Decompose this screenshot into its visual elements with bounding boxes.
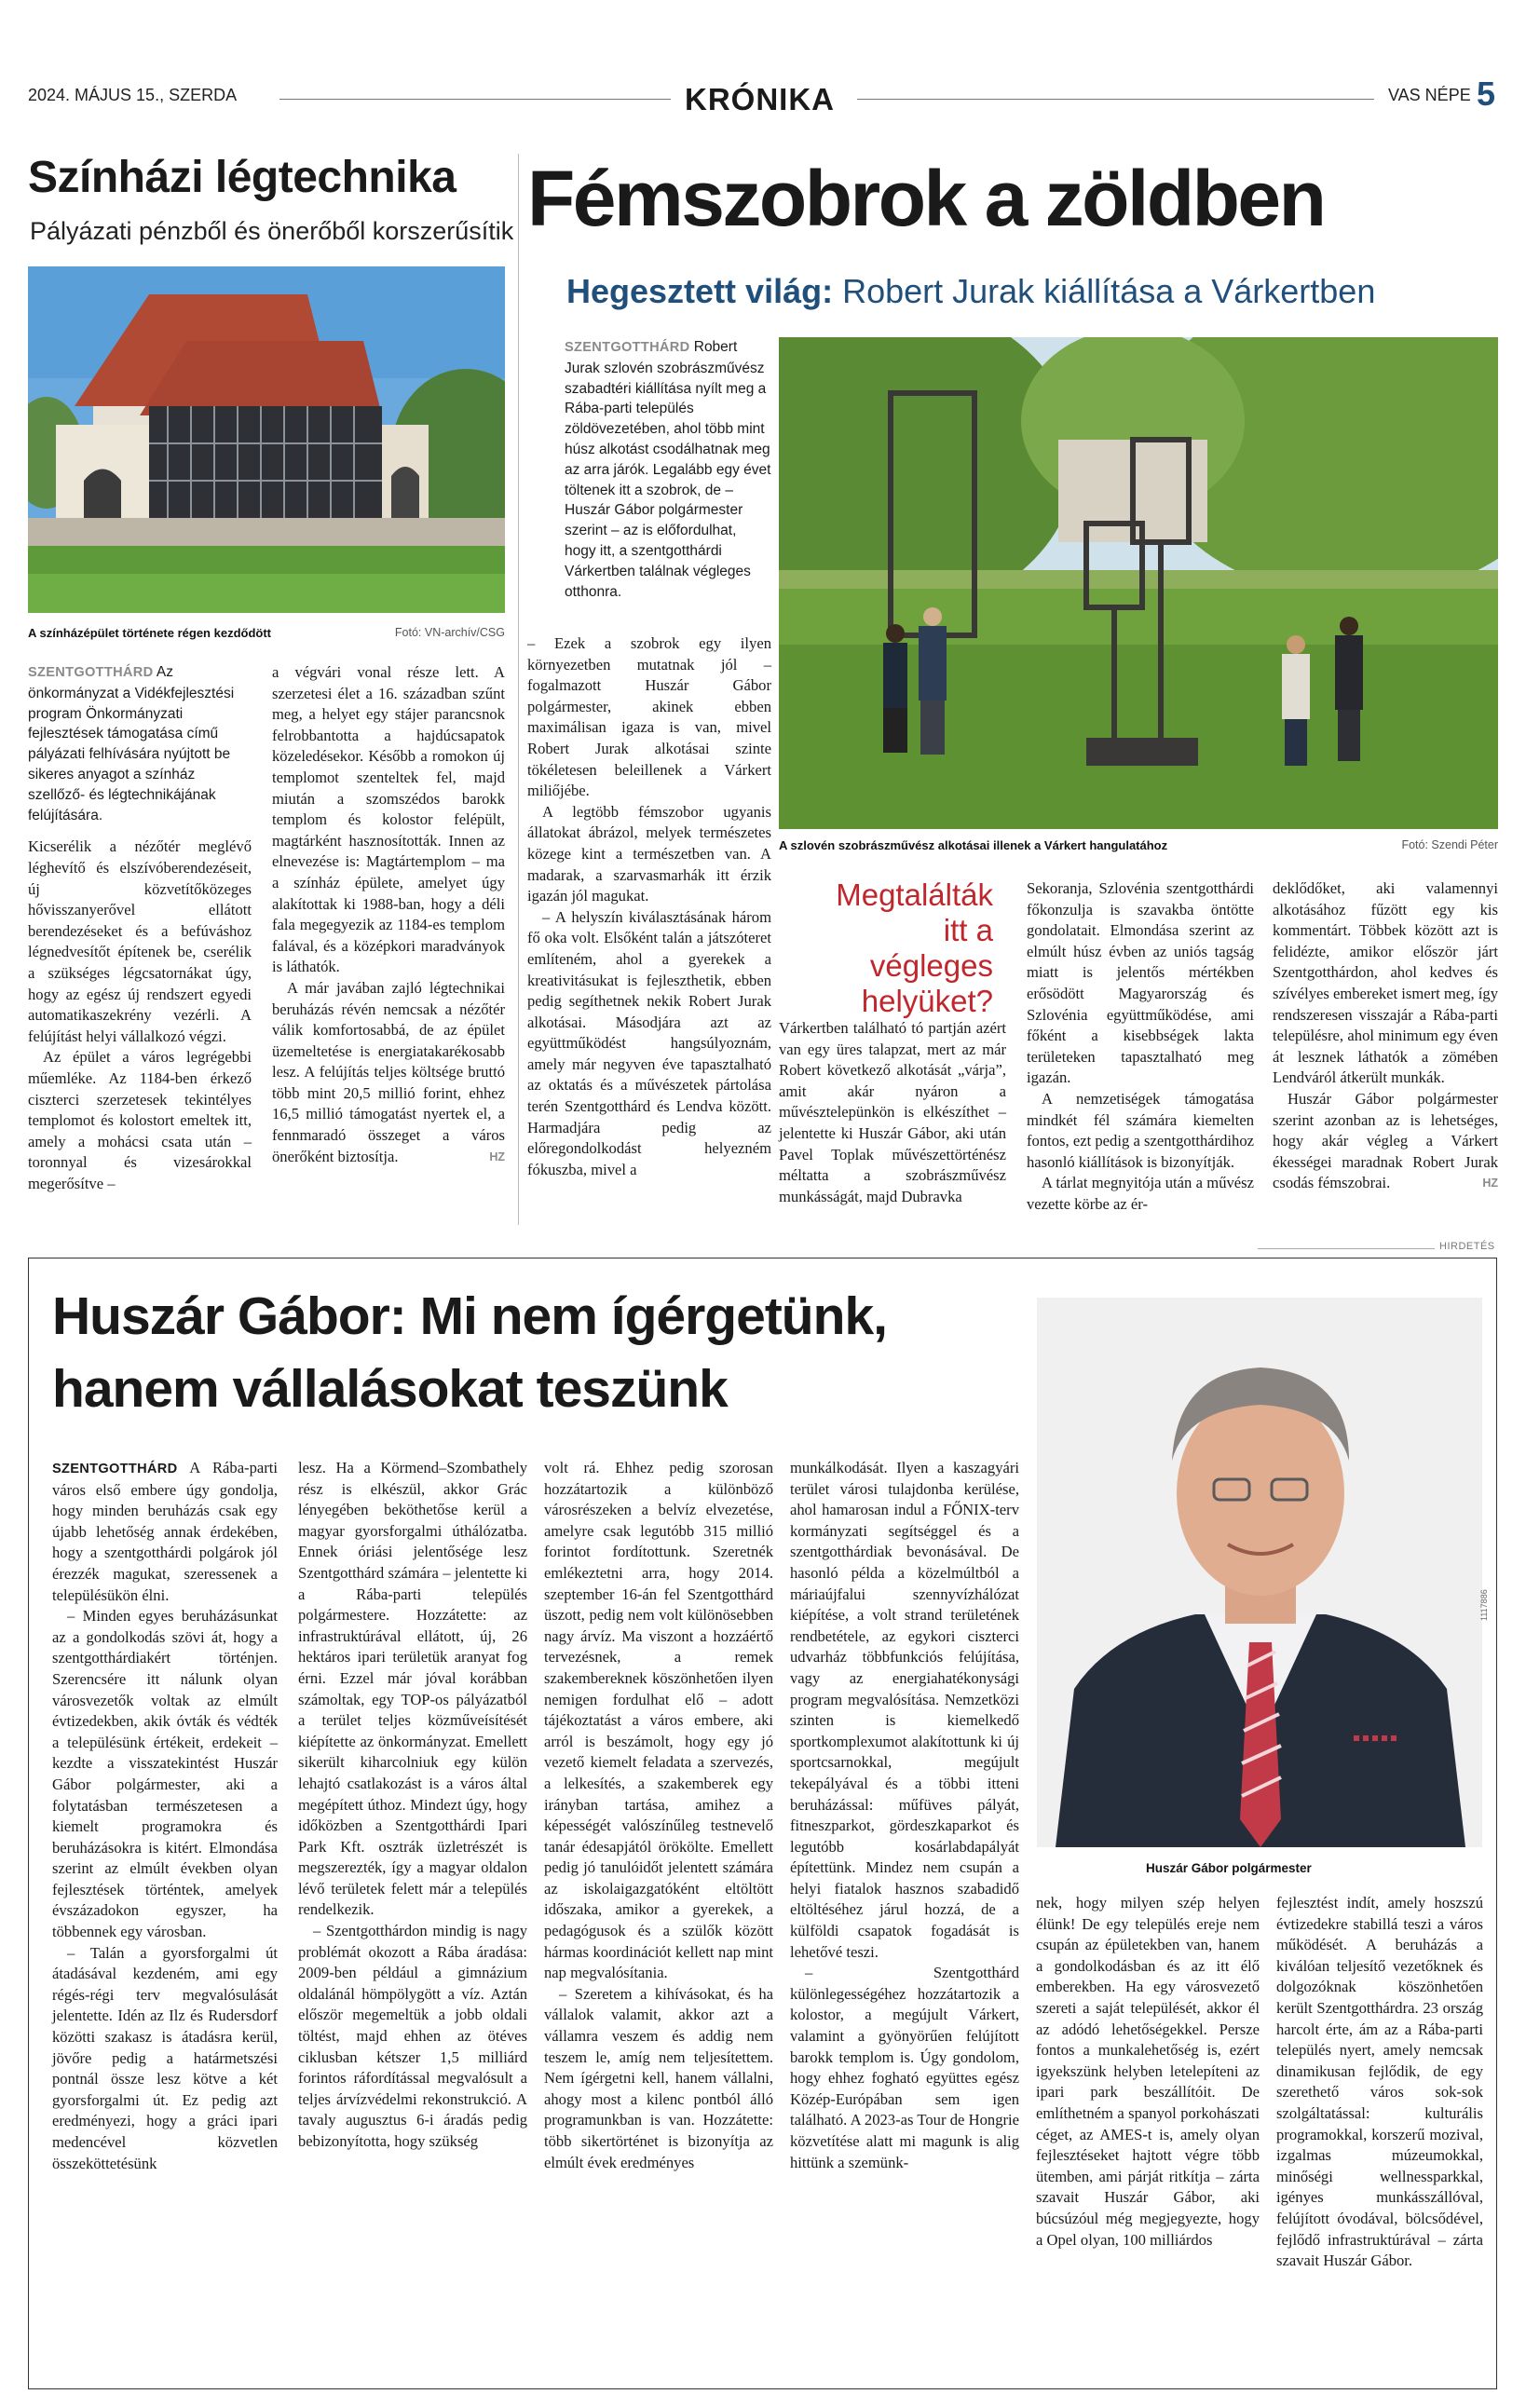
ad-label-rule: [1258, 1248, 1435, 1249]
article2-column-3: [1027, 878, 1254, 1231]
article2-paragraph: – Ezek a szobrok egy ilyen környezetben mutatnak jól – fogalmazott Huszár Gábor polgármester, akinek ebben maximálisan igaza is van, mivel Robert Jurak alkotásai szinte tökéletesen beleillenek a Várkert miliőjébe.: [527, 634, 771, 800]
ad-title-line-2: hanem vállalásokat teszünk: [52, 1359, 728, 1419]
article2-paragraph: A legtöbb fémszobor ugyanis állatokat ábrázol, melyek természetes közege kint a természetben van. A madarak, a szarvasmarhák itt érzik igazán jól magukat.: [527, 802, 771, 905]
header-rule-left: [279, 99, 671, 100]
ad-column-1: [52, 1458, 278, 2380]
ad-column-3: [544, 1458, 773, 2380]
newspaper-name: VAS NÉPE: [1388, 86, 1471, 104]
mayor-photo-id: 1117886: [1479, 1589, 1489, 1621]
theater-photo: [28, 266, 505, 613]
article2-location: SZENTGOTTHÁRD: [565, 340, 690, 355]
article2-paragraph: Sekoranja, Szlovénia szentgotthárdi főkonzulja is szavakba öntötte gondolatait. Elmondása szerint az elmúlt húsz évben az uniós tagság miatt is jelentős mértékben erősödött Magyarország és Szlovénia együttműködése, ami főként a kisebbségek lakta területeken tapasztalható meg igazán.: [1027, 879, 1254, 1087]
ad-paragraph: – Szentgotthárdon mindig is nagy problémát okozott a Rába áradása: 2009-ben például a gimnázium oldalánál hömpölygött a víz. Aztán először megemeltük a jobb oldali töltést, majd ehhen az ötéves ciklusban kétszer 1,5 milliárd forintos ráfordítással megvalósult a teljes árvízvédelmi rekonstrukció. A tavaly augusztus 6-i áradás pedig bebizonyította, hogy szükség: [298, 1922, 527, 2150]
article1-column-1: [28, 662, 252, 1240]
section-title: KRÓNIKA: [685, 82, 835, 116]
article2-column-1: [527, 633, 771, 1230]
ad-location: SZENTGOTTHÁRD: [52, 1462, 178, 1476]
ad-column-2: [298, 1458, 527, 2380]
article2-paragraph: – A helyszín kiválasztásának három fő oka volt. Elsőként talán a játszóteret említeném, ahol a gyerekek a kreativitásukat is fejleszthetik, ebben pedig segíthetnek nekik Robert Jurak alkotásai. Másodjára azt az együttműködést hangsúlyoznám, amely már negyven éve tapasztalható az oktatás és a művészetek pártolása terén Szentgotthárd és Lendva között. Harmadjára pedig az előregondolkodást helyezném fókuszba, mivel a: [527, 907, 771, 1178]
mayor-photo-caption: Huszár Gábor polgármester: [1146, 1861, 1312, 1875]
article1-lead: Az önkormányzat a Vidékfejlesztési program Önkormányzati fejlesztések támogatása című pályázati felhívására nyújtott be sikeres anyagot a színház szellőző- és légtechnikájának felújítására.: [28, 664, 235, 823]
article1-paragraph: a végvári vonal része lett. A szerzetesi élet a 16. században szűnt meg, a helyet egy stájer parancsnok felrobbantotta a hajdúcsapatok közeledésekor. Később a romokon új templomot szenteltek fel, majd miután a szomszédos barokk templom és kolostor felépült, magtárként hasznosították. Innen az elnevezése is: Magtártemplom – ma a színház épülete, amelyet úgy alakítottak ki 1988-ban, hogy a déli fala megegyezik az 1184-es templom falával, és a középkori maradványok is láthatók.: [272, 663, 505, 976]
issue-date: 2024. MÁJUS 15., SZERDA: [28, 86, 238, 104]
sculpture-photo-credit: Fotó: Szendi Péter: [1401, 838, 1498, 851]
article2-lead-column: [565, 337, 771, 628]
ad-paragraph: – Szeretem a kihívásokat, és ha vállalok valamit, akkor azt a vállamra veszem és addig nem teszem le, amíg nem teljesítettem. Nem ígérgetni kell, hanem vállalni, ahogy most a kilenc pontból álló programunkban is van. Hozzátette: több sikertörténet is bizonyítja az elmúlt évek eredményes: [544, 1984, 773, 2171]
sculptures-in-park-image: [779, 337, 1498, 829]
ad-paragraph: – Talán a gyorsforgalmi út átadásával kezdeném, ami egy régés-régi terv megvalósulását jelentette. Idén az Ilz és Rudersdorf közötti szakasz is átadásra kerül, jövőre pedig a határmetszési pontnál össze lesz kötve a két gyorsforgalmi út. Ez pedig azt eredményezi, hogy a gráci ipari medencével közvetlen összeköttetésünk: [52, 1943, 278, 2172]
theater-photo-caption: A színházépület története régen kezdődött: [28, 626, 271, 640]
mayor-photo: [1037, 1298, 1482, 1847]
mayor-portrait-image: [1037, 1298, 1482, 1847]
article2-paragraph: deklődőket, aki valamennyi alkotásához fűzött egy kis kommentárt. Többek között azt is felidézte, amikor először járt Szentgotthárdon, ahol kedves és szívélyes embereket ismert meg, így rendszeresen visszajár a Rába-parti településre, ahol minimum egy éven át lesznek láthatók a zömében Lendváról átkerült munkák.: [1273, 879, 1498, 1087]
article1-column-2: [272, 662, 505, 1240]
article2-subtitle: Hegesztett világ: Robert Jurak kiállítása a Várkertben: [566, 272, 1376, 310]
article1-subtitle: Pályázati pénzből és önerőből korszerűsítik: [30, 217, 514, 245]
article1-paragraph: A már javában zajló légtechnikai beruházás révén nemcsak a nézőtér válik komfortosabbá, de az épület üzemeltetése is energiatakarékosabb lesz. A felújítás teljes költsége bruttó több mint 20,5 millió forint, ehhez 16,5 millió támogatást nyertek el, a fennmaradó összeget a város önerőként biztosítja. HZ: [272, 978, 505, 1167]
ad-column-4: [790, 1458, 1019, 2380]
ad-paragraph: munkálkodását. Ilyen a kaszagyári terület városi tulajdonba kerülése, ahol hamarosan indul a FŐNIX-terv kormányzati segítséggel és a szentgotthárdiak bevonásával. De hasonló példa a közelmúltból a máriaújfalui szennyvízhálózat kiépítése, a volt strand területének rendbetétele, az egykori ciszterci udvarház többfunkciós felújítása, vagy az energiahatékonysági program megvalósítása. Nemzetközi szinten is kiemelkedő sportkomplexumot alakítottunk ki új sportcsarnokkal, megújult tekepályával és a többi itteni beruházással: műfüves pályát, fitneszparkot, gördeszkaparkot és legutóbb kosárlabdapályát építettünk. Mindez nem csupán a helyi fiatalok hasznos szabadidő eltöltéséhez járul hozzá, de a külföldi csapatok fogadását is lehetővé teszi.: [790, 1459, 1019, 1961]
column-divider: [518, 154, 519, 1225]
header-rule-right: [857, 99, 1374, 100]
ad-paragraph: nek, hogy milyen szép helyen élünk! De egy település ereje nem csupán az épületekben van, hanem a gondolkodásban és az itt élő emberekben. Ha egy városvezető szereti a saját települését, akkor él az adódó lehetőségekkel. Persze fontos a munkalehetőség is, ezért igyekszünk helyben letelepíteni az ipari park beszállítóit. De említhetném a spanyol porkohászati céget, az AMES-t is, amely olyan fejlesztéseket hajtott végre több ütemben, ami párját ritkítja – zárta szavait Huszár Gábor, aki búcsúzóul még megjegyezte, hogy a Opel olyan, 100 milliárdos: [1036, 1894, 1260, 2249]
ad-paragraph: lesz. Ha a Körmend–Szombathely rész is elkészül, akkor Grác lényegében beköthetőse kerül a magyar gyorsforgalmi úthálózatba. Ennek óriási jelentősége lesz Szentgotthárd számára – jelentette ki a Rába-parti település polgármestere. Hozzátette: az infrastruktúrával ellátott, új, 26 hektáros ipari területük aranyat fog érni. Ezzel már jóval korábban számoltak, egy TOP-os pályázatból a terület teljes közműveísítését kiépítette az önkormányzat. Emellett sikerült kiharcolniuk egy külön lehajtó csatlakozást is a város által megépített úthoz. Mindezt úgy, hogy időközben a Szentgotthárdi Ipari Park Kft. osztrák üzletrészét is megszerezték, így a magyar oldalon lévő területek felett már a település rendelkezik.: [298, 1459, 527, 1919]
ad-paragraph: volt rá. Ehhez pedig szorosan hozzátartozik a különböző városrészeken a belvíz elvezetése, amelyre csak legutóbb 315 millió forintot fordítottunk. Szeretnék emlékeztetni arra, hogy 2014. szeptember 16-án fel Szentgotthárd üszott, pedig nem volt különösebben nagy árvíz. Ma viszont a hozzáértő tervezésnek, a remek szakembereknek köszönhetően ilyen nemigen fordulhat elő – adott tájékoztatást a város embere, aki arról is beszámolt, hogy egy jó vezető kiemelt feladata a szervezés, a lelkesítés, a szakemberek egy irányban tartása, amihez a képességét valószínűleg testnevelő tanár édesapjától örökölte. Emellett pedig jó tanulóidőt jelentett számára az iskolaigazgatóként eltöltött időszaka, amikor a gyerekek, a pedagógusok és a szülők között hármas koordinációt kellett nap mint nap megvalósítania.: [544, 1459, 773, 1982]
article2-lead: Robert Jurak szlovén szobrászművész szabadtéri kiállítása nyílt meg a Rába-parti település zöldövezetében, ahol több mint húsz alkotást csodálhatnak meg az arra járók. Legalább egy évet töltenek itt a szobrok, de – Huszár Gábor polgármester szerint – az is előfordulhat, hogy itt, a szentgotthárdi Várkertben találnak végleges otthonra.: [565, 339, 771, 600]
ad-column-6: [1276, 1893, 1483, 2382]
sculpture-photo-caption: A szlovén szobrászművész alkotásai illenek a Várkert hangulatához: [779, 838, 1168, 852]
ad-paragraph: – Szentgotthárd különlegességéhez hozzátartozik a kolostor, a megújult Várkert, valamint a gyönyörűen felújított barokk templom is. Úgy gondolom, hogy ehhez fogható együttes egész Közép-Európában sem igen található. A 2023-as Tour de Hongrie közvetítése alatt mi magunk is alig hittünk a szemünk-: [790, 1964, 1019, 2171]
article2-column-2: [779, 1018, 1006, 1231]
page-number: 5: [1477, 75, 1496, 113]
article2-signature: HZ: [1482, 1177, 1498, 1190]
ad-paragraph: fejlesztést indít, amely hoszszú évtizedekre stabillá teszi a város működését. A beruházás a kiválóan teljesítő vezetőknek és dolgozóknak köszönhetően került Szentgotthárdra. 23 ország harcolt érte, ám az a Rába-parti település nyert, amely nemcsak dinamikusan fejlődik, de egy szerethető város sok-sok szolgáltatással: kulturális programokkal, korszerű mozival, izgalmas múzeumokkal, minőségi wellnessparkkal, igényes munkásszállóval, felújított óvodával, bölcsődével, fejlődő infrastruktúrával – zárta szavait Huszár Gábor.: [1276, 1894, 1483, 2270]
sculpture-photo: [779, 337, 1498, 829]
ad-column-5: [1036, 1893, 1260, 2382]
article2-paragraph: Várkertben található tó partján azért van egy üres talapzat, mert az már Robert következő alkotását „várja”, amit akár nyáron a művésztelepünkön is elkészíthet – jelentette ki Huszár Gábor, aki után Pavel Toplak művészettörténész méltatta a szobrászművész munkásságát, majd Dubravka: [779, 1019, 1006, 1205]
ad-title-line-1: Huszár Gábor: Mi nem ígérgetünk,: [52, 1286, 887, 1346]
ad-paragraph: A Rába-parti város első embere úgy gondolja, hogy minden beruházás csak egy újabb lehetőség annak érdekében, hogy a szentgotthárdi polgárok jól érezzék magukat, szeressenek a településükön élni.: [52, 1459, 278, 1604]
article2-column-4: [1273, 878, 1498, 1231]
article1-location: SZENTGOTTHÁRD: [28, 665, 154, 680]
theater-photo-credit: Fotó: VN-archív/CSG: [394, 626, 505, 639]
ad-label: HIRDETÉS: [1439, 1241, 1495, 1252]
article2-paragraph: A nemzetiségek támogatása mindkét fél számára kiemelten fontos, ezt pedig a szentgotthárdihoz hasonló kiállítások is bizonyítják.: [1027, 1089, 1254, 1171]
article2-title: Fémszobrok a zöldben: [527, 155, 1325, 242]
article1-paragraph: Kicserélik a nézőtér meglévő léghevítő és elszívóberendezéseit, új közvetítőközeges hővisszanyerővel ellátott berendezéseket és a befúváshoz légnedvesítőt építenek be, cserélik a szükséges légcsatornákat úgy, hogy az egész új rendszert egyedi automatikaszekrény vezérli. A felújítást helyi vállalkozó végzi.: [28, 837, 252, 1045]
article2-paragraph: A tárlat megnyitója után a művész vezette körbe az ér-: [1027, 1174, 1254, 1213]
article1-paragraph: Az épület a város legrégebbi műemléke. Az 1184-ben érkező ciszterci szerzetesek tekintélyes templomot és kolostort emeltek itt, amely a mohácsi csata után – toronnyal és vizesárokkal megerősítve –: [28, 1048, 252, 1192]
article1-title: Színházi légtechnika: [28, 153, 456, 202]
pullquote: Megtalálták itt a végleges helyüket?: [836, 877, 993, 1018]
article1-signature: HZ: [489, 1150, 505, 1163]
theater-building-image: [28, 266, 505, 613]
article2-paragraph: Huszár Gábor polgármester szerint azonban az is lehetséges, hogy akár végleg a Várkert ékességei maradnak Robert Jurak csodás fémszobrai. HZ: [1273, 1089, 1498, 1194]
ad-paragraph: – Minden egyes beruházásunkat az a gondolkodás szövi át, hogy a szentgotthárdiakért történjen. Szerencsére itt nálunk olyan városvezetők voltak az elmúlt évtizedekben, akik óvták és védték a településünk értékeit, erdekeit – kezdte a visszatekintést Huszár Gábor polgármester, aki a folytatásban természetesen a kiemelt programokra és beruházásokra is kitért. Elmondása szerint az elmúlt években olyan fejlesztések történtek, amelyek évszázadokon egyszer, ha többennek egy városban.: [52, 1607, 278, 1941]
